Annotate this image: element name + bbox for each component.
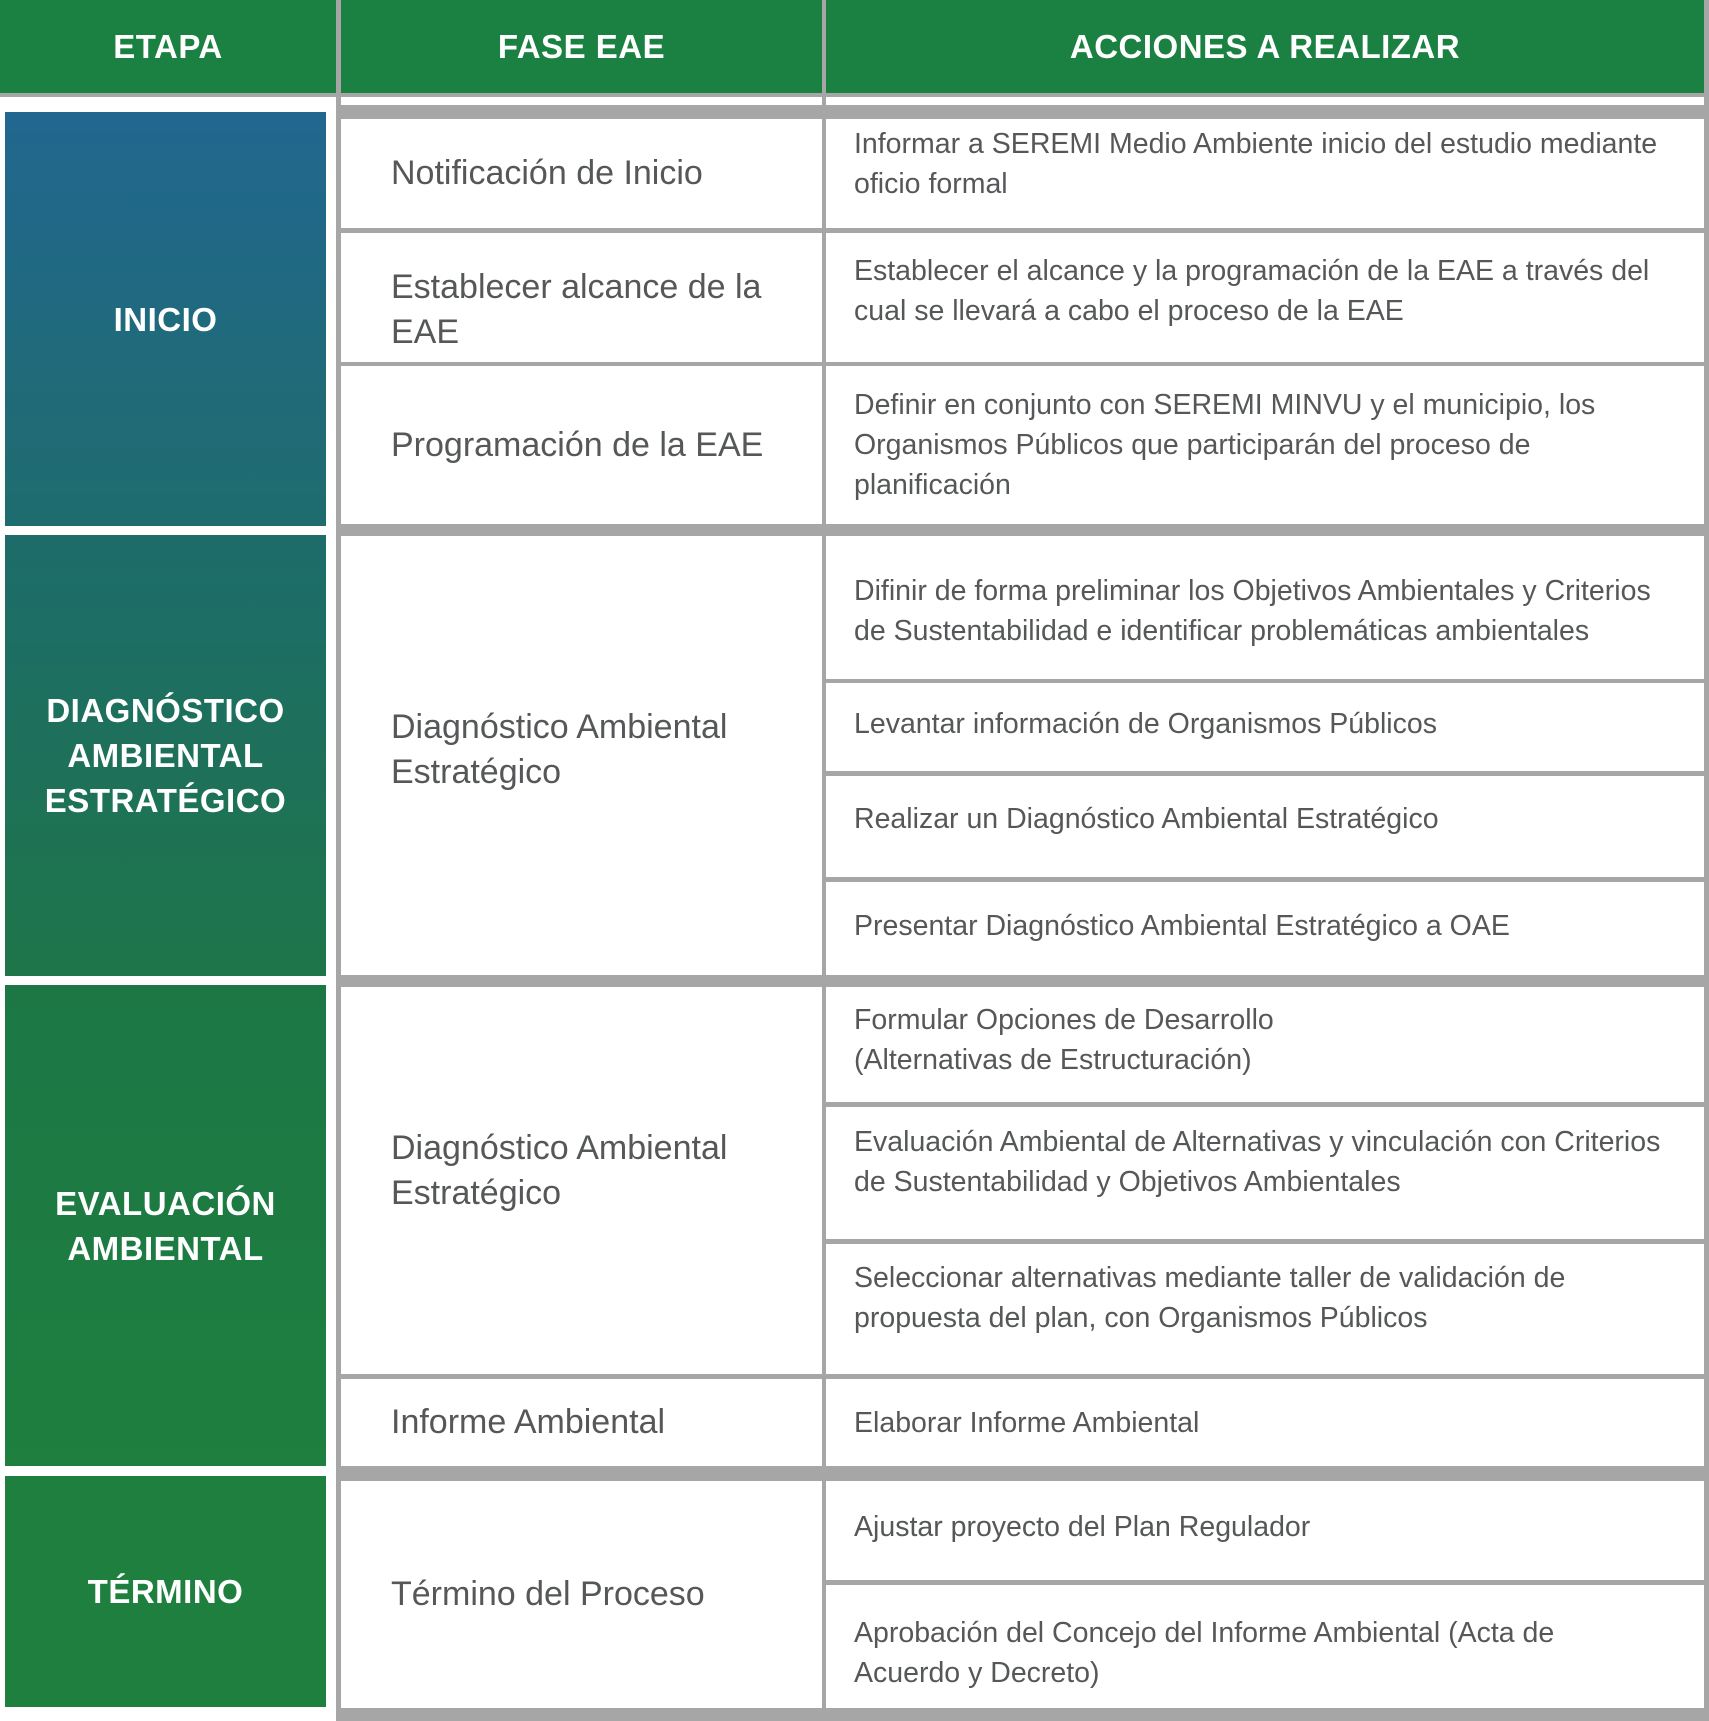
header-bottom-line [0,93,1709,97]
action-cell [826,683,1704,771]
fase-label: Notificación de Inicio [391,154,703,192]
action-text: Formular Opciones de Desarrollo (Alternativas de Estructuración) [854,1003,1274,1076]
stage-label: TÉRMINO [87,1573,244,1610]
action-cell [826,1244,1704,1374]
action-cell [826,536,1704,679]
header-divider-1 [336,0,341,97]
fase-label: Programación de la EAE [391,425,764,464]
stage-label: DIAGNÓSTICO AMBIENTAL ESTRATÉGICO [44,692,287,819]
fase-label: Término del Proceso [391,1575,705,1613]
action-cell [826,119,1704,228]
action-cell [826,882,1704,975]
stage-label: EVALUACIÓN AMBIENTAL [55,1184,276,1267]
fase-cell [341,119,822,228]
action-text: Levantar información de Organismos Públicos [854,708,1437,740]
section-band-bottom [336,1708,1709,1721]
action-text: Seleccionar alternativas mediante taller de validación de propuesta del plan, con Organismos Públicos [854,1262,1566,1334]
stage-termino [5,1476,326,1707]
fase-label: Diagnóstico Ambiental Estratégico [391,1128,728,1212]
fase-cell [341,233,822,362]
header-divider-2 [822,0,826,97]
section-band [341,105,1709,119]
fase-cell [341,366,822,524]
stage-diagnostico [5,535,326,976]
action-text: Realizar un Diagnóstico Ambiental Estratégico [854,802,1439,835]
fase-cell [341,1481,822,1708]
action-text: Ajustar proyecto del Plan Regulador [854,1511,1311,1543]
section-band [336,1466,1709,1481]
action-text: Elaborar Informe Ambiental [854,1406,1200,1439]
fase-label: Informe Ambiental [391,1403,666,1441]
action-text: Establecer el alcance y la programación de la EAE a través del cual se llevará a cabo el proceso de la EAE [854,254,1650,327]
header-divider-right [1704,0,1709,97]
stage-label: INICIO [113,300,218,338]
action-cell [826,1107,1704,1239]
action-cell [826,987,1704,1102]
action-cell [826,1379,1704,1466]
header-acciones: ACCIONES A REALIZAR [826,0,1704,93]
fase-label: Diagnóstico Ambiental Estratégico [391,707,728,791]
fase-cell [341,1379,822,1466]
header-etapa: ETAPA [0,0,336,93]
action-cell [826,1481,1704,1580]
action-cell [826,366,1704,524]
fase-label: Establecer alcance de la EAE [391,267,762,351]
stage-evaluacion [5,985,326,1466]
action-cell [826,1585,1704,1708]
action-text: Definir en conjunto con SEREMI MINVU y el municipio, los Organismos Públicos que participarán del proceso de planificación [854,389,1596,501]
fase-cell [341,987,822,1374]
action-cell [826,233,1704,362]
stage-inicio [5,112,326,526]
action-text: Presentar Diagnóstico Ambiental Estratégico a OAE [854,909,1510,942]
section-band [336,975,1709,987]
action-text: Evaluación Ambiental de Alternativas y vinculación con Criterios de Sustentabilidad y Objetivos Ambientales [854,1126,1661,1198]
action-text: Difinir de forma preliminar los Objetivos Ambientales y Criterios de Sustentabilidad e identificar problemáticas ambientales [854,574,1651,647]
action-text: Informar a SEREMI Medio Ambiente inicio del estudio mediante oficio formal [854,128,1658,200]
action-text: Aprobación del Concejo del Informe Ambiental (Acta de Acuerdo y Decreto) [854,1616,1555,1689]
header-fase-eae: FASE EAE [341,0,822,93]
action-cell [826,776,1704,877]
section-band [336,524,1709,536]
fase-cell [341,536,822,975]
